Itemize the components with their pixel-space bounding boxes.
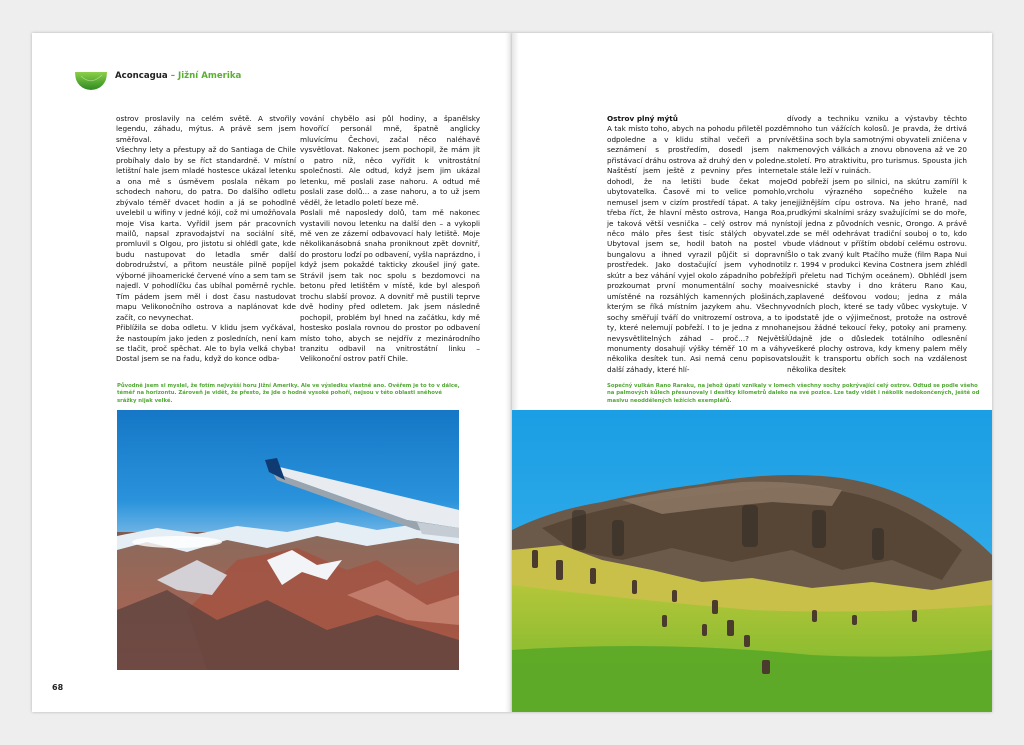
header-brand: Aconcagua [115,71,168,81]
photo-caption-right: Sopečný vulkán Rano Raraku, na jehož úpatí vznikaly v lomech všechny sochy pokrývající celý ostrov. Odtud se podle všeho na palmových kůlech přesunovaly i desítky kilometrů daleko na své pozice. Lze tady vidět i několik nedokončených, ještě od masivu neoddělených ležících exemplářů. [607,383,980,404]
paragraph: ostrov proslavily na celém světě. A stvořily legendu, záhadu, mýtus. A právě sem jsem směřoval. [116,114,296,144]
header-separator: – [167,71,179,81]
text-column-2 [300,114,480,365]
page-number: 68 [52,683,64,692]
section-header [115,71,241,81]
header-region: Jižní Amerika [178,71,242,81]
text-column-1 [116,114,296,365]
paragraph: Od pobřeží jsem po silnici, na skútru zamířil k vrcholu výrazného sopečného kužele na nejjižnějším cípu ostrova. Na jeho hraně, nad prudkými skalními srázy svažujícími se do moře, stojí jedna z původních vesnic, Orongo. A právě zde se měl odehrávat tradiční souboj o to, kdo bude vládnout v příštím období celému ostrovu. Šlo o tak zvaný kult Ptačího muže (film Rapa Nui z r. 1994 v produkci Kevina Costnera jsem zhlédl při přeletu nad Tichým oceánem). Obhlédl jsem vesnické stavby i dno kráteru Rano Kau, zaplavené dešťovou vodou; jedna z mála vodních ploch, které se tady vůbec vyskytuje. V podstatě jde o výjimečnost, protože na ostrově nejsou žádné tekoucí řeky, potoky ani prameny. Údajně jde o důsledek totálního odlesnění veškeré plochy ostrova, kdy kmeny palem měly sloužit k transportu obřích soch na vzdálenost několika desítek [787,176,967,374]
paragraph: A tak místo toho, abych na pohodu přiletěl pozdě odpoledne a v klidu stihal večeři a první seznámení s prostředím, dosedl jsem na přistávací dráhu ostrova až druhý den v poledne. Naštěstí jsem ještě z pevniny přes internet dohodl, že na letišti bude čekat moje ubytovatelka. Časově mi to velice pomohlo, nemusel jsem v cizím prostředí tápat. A taky je třeba říct, že hlavní město ostrova, Hanga Roa, je taková větší vesnička – celý ostrov má nyní něco málo přes šest tisíc stálých obyvatel. Ubytoval jsem se, hodil batoh na postel v bungalovu a ihned vyrazil půjčit si dopravní prostředek. Jako dostačující jsem vyhodnotil skútr a bez váhání vyjel okolo západního pobřeží prozkoumat první monumentální sochy moai umístěné na rozsáhlých kamenných plošinách, kterým se říká místním jazykem ahu. Všechny sochy směřují tváří do vnitrozemí ostrova, a to i ty, které nelemují pobřeží. I to je jedna z mnoha nevysvětlitelných záhad – proč...? Největší monumenty dosahují výšky téměř 10 m a váhy několika desítek tun. Asi nemá cenu popisovat další záhady, které hlí- [607,124,787,374]
paragraph: dívody a techniku vzniku a výstavby těchto mnoho tun vážících kolosů. Je pravda, že drtivá většina soch byla samotnými obyvateli zničena v kmenových válkách a znovu obnovena až ve 20 století. Pro atraktivitu, pro turismus. Spousta jich ale stále leží v ruinách. [787,114,967,176]
aerial-andes-wing-photo [117,410,459,670]
text-column-3 [607,114,787,375]
paragraph: Poslali mě naposledy dolů, tam mě nakonec vystavili novou letenku na další den – a vykopli mě ven ze zázemí odbavovací haly letiště. Moje několikanásobná snaha proniknout zpět dovnitř, do prostoru loďzí po odbavení, vyšla naprázdno, i když jsem pokaždé takticky zkoušel jiný gate. Strávil jsem tak noc spolu s bezdomovci na betonu před letištěm v místě, kde byl alespoň trochu slabší provoz. A dovnitř mě pustili teprve dvě hodiny před odletem. Jak jsem následně pochopil, problém byl hned na začátku, kdy mě hostesko poslala rovnou do prostor po odbavení místo toho, abych se nejdřív z mezinárodního tranzitu odbavil na vnitrostátní linku – Velikonoční ostrov patří Chile. [300,208,480,364]
paragraph: vování chybělo asi půl hodiny, a španělsky hovořící personál mně, špatně anglicky mluvícímu Čechovi, začal něco naléhavě vysvětlovat. Nakonec jsem pochopil, že mám jít o patro níž, něco vyřídit k vnitrostátní společnosti. Ale odtud, když jsem jim ukázal letenku, mě poslali zase nahoru. A odtud mě poslali zase dolů... a zase nahoru, a to už jsem věděl, že letadlo poletí beze mě. [300,114,480,207]
section-subheading: Ostrov plný mýtů [607,114,678,123]
text-column-4 [787,114,967,375]
photo-caption-left: Původně jsem si myslel, že fotím nejvyšší horu Jižní Ameriky. Ale ve výsledku vlastně ano. Ověřem je to to v dálce, téměř na horizontu. Zároveň je vidět, že přesto, že jde o hodně vysoké pohoří, nejsou v této oblasti sněhové srážky nijak velké. [117,383,460,404]
rano-raraku-moai-photo [512,410,992,712]
paragraph: Přiblížila se doba odletu. V klidu jsem vyčkával, že nastoupím jako jeden z posledních, není kam se tlačit, proč spěchat. Ale to byla velká chyba! Dostal jsem se na řadu, když do konce odba- [116,323,296,364]
paragraph: Všechny lety a přestupy až do Santiaga de Chile probíhaly dalo by se říct standardně. V místní letištní hale jsem mladé hostesce ukázal letenku a ona mě s úsměvem poslala někam po schodech nahoru, do patra. Do dalšího odletu zbývalo téměř dvacet hodin a já se pohodlně uvelebil u wifiny v jedné kóji, což mi umožňovala moje Visa karta. Vyřídil jsem pár pracovních mailů, napsal zpravodajství na sociální sítě, promluvil s Olgou, pro jistotu si ohlédl gate, kde budu nastupovat do letadla směr další dobrodružství, a přitom neustále pilně popíjel výborné jihoamerické červené víno a sem tam se najedl. V pohodlíčku čas ubíhal poměrně rychle. Tím pádem jsem měl i dost času nastudovat mapu Velikonočního ostrova a naplánovat kde začít, co nevynechat. [116,145,296,322]
